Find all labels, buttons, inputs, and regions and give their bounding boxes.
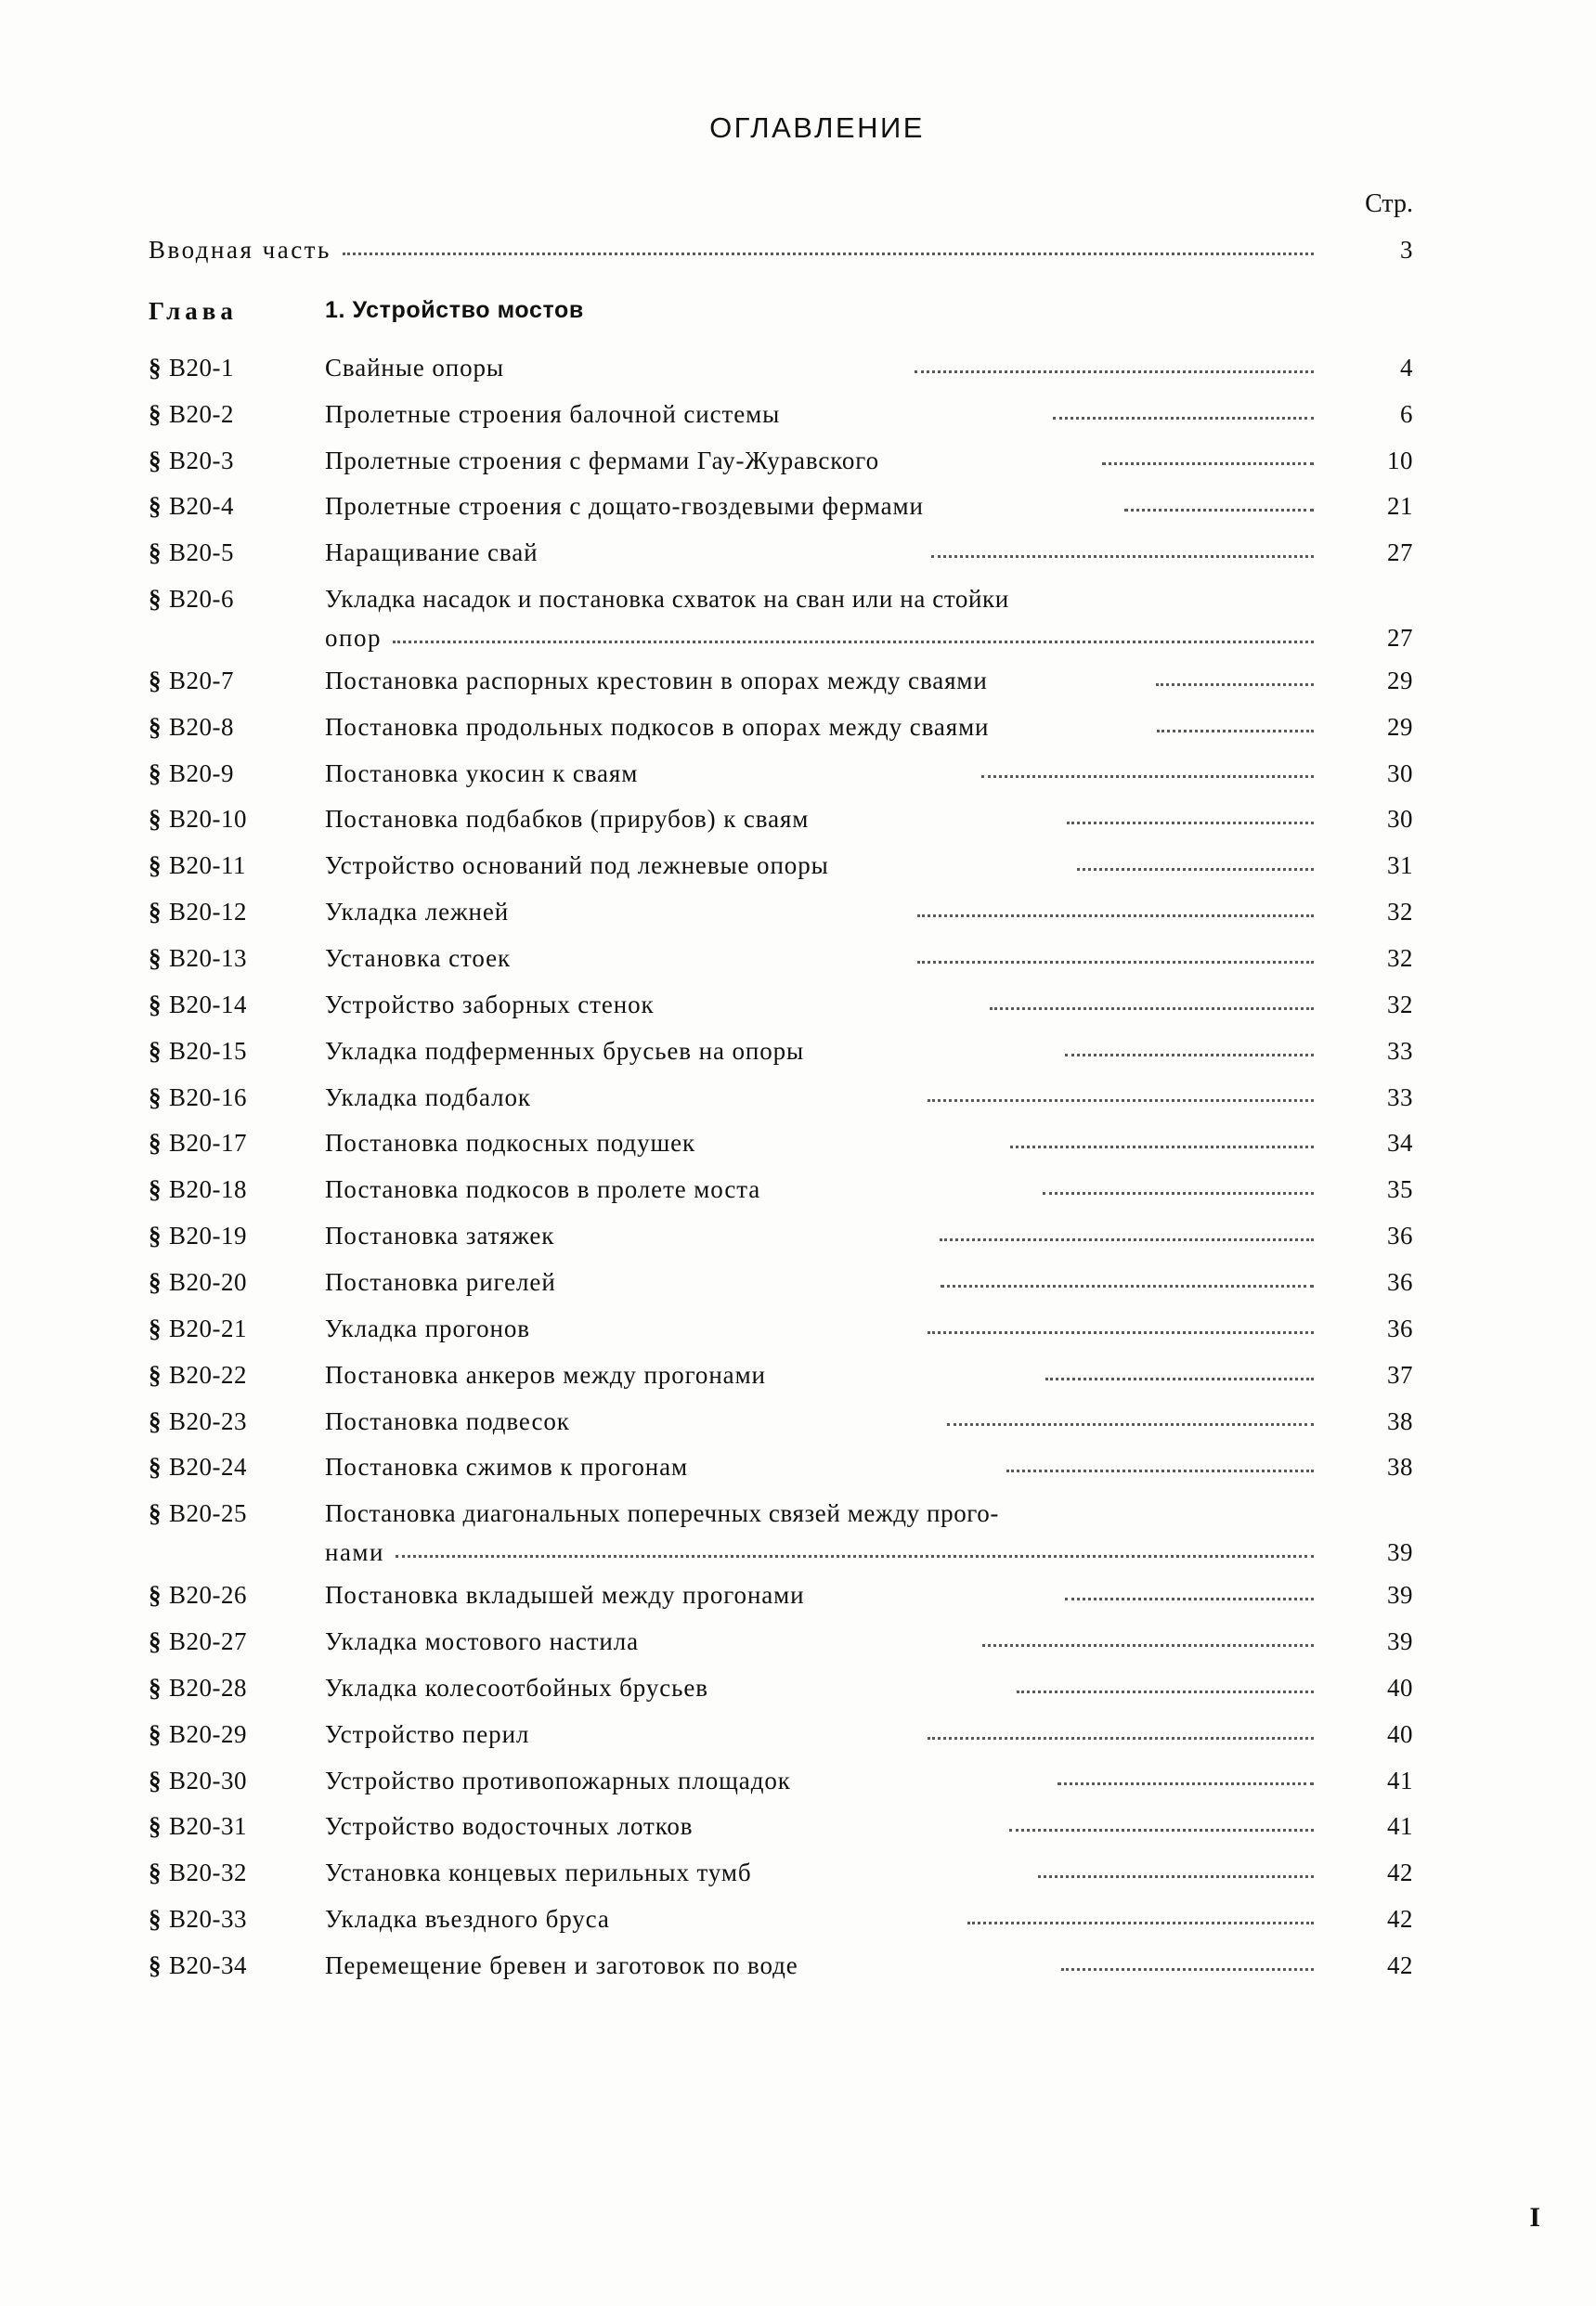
- toc-entry-title: Устройство перил: [325, 1719, 530, 1748]
- toc-entry-page: 42: [1387, 1950, 1413, 1979]
- toc-entry-page: 30: [1387, 805, 1414, 834]
- toc-entry-title: Постановка подвесок: [325, 1406, 570, 1435]
- toc-entry-title: Устройство водосточных лотков: [325, 1812, 694, 1841]
- toc-entry-id: В20-5: [169, 538, 234, 567]
- leader-dots: [1061, 1967, 1314, 1971]
- toc-entry-number: [149, 1268, 325, 1298]
- leader-dots: [917, 960, 1314, 964]
- section-sign: §: [149, 492, 162, 521]
- leader-dots: [1124, 508, 1314, 512]
- toc-entry-id: В20-4: [169, 492, 234, 521]
- toc-entry[interactable]: [149, 538, 1448, 568]
- section-sign: §: [149, 1314, 162, 1342]
- toc-entry-number: [149, 1767, 325, 1796]
- toc-entry[interactable]: [149, 1674, 1448, 1704]
- toc-entry-id: В20-27: [169, 1626, 247, 1655]
- toc-entry-number: [149, 1951, 325, 1981]
- toc-entry[interactable]: [149, 1905, 1448, 1935]
- toc-entry-page: 29: [1387, 712, 1413, 741]
- toc-entry-number: [149, 759, 325, 789]
- section-sign: §: [149, 1082, 162, 1111]
- toc-entry-page: 41: [1387, 1812, 1414, 1841]
- toc-entry-page: 6: [1400, 399, 1414, 428]
- toc-entry-number: [149, 1222, 325, 1251]
- toc-entry-number: [149, 447, 325, 476]
- section-sign: §: [149, 990, 162, 1018]
- toc-entry-title: Укладка мостового настила: [325, 1626, 640, 1655]
- toc-entry-id: В20-13: [169, 944, 247, 973]
- leader-dots: [1010, 1145, 1314, 1148]
- toc-entry[interactable]: [149, 898, 1448, 927]
- section-sign: §: [149, 1626, 162, 1655]
- leader-dots: [1065, 1053, 1314, 1056]
- section-sign: §: [149, 1406, 162, 1435]
- leader-dots: [928, 1736, 1314, 1740]
- toc-entry-number: [149, 805, 325, 835]
- section-sign: §: [149, 1453, 162, 1482]
- toc-entry-id: В20-24: [169, 1453, 247, 1482]
- toc-entry[interactable]: [149, 400, 1448, 430]
- leader-dots: [982, 1643, 1314, 1647]
- toc-entry-number: [149, 1581, 325, 1611]
- toc-entry-intro[interactable]: [149, 236, 1448, 266]
- toc-entry-id: В20-25: [169, 1499, 247, 1528]
- toc-entry-page: 42: [1387, 1859, 1413, 1887]
- toc-entry-number: [149, 585, 325, 615]
- leader-dots: [1067, 821, 1314, 824]
- toc-entry-id: В20-6: [169, 585, 234, 614]
- toc-entry-id: В20-17: [169, 1129, 247, 1158]
- section-sign: §: [149, 1129, 162, 1158]
- toc-entry-number: [149, 400, 325, 430]
- toc-entry-page: 32: [1387, 898, 1413, 926]
- toc-entry-number: [149, 1627, 325, 1657]
- leader-dots: [393, 640, 1314, 643]
- toc-entry-number: [149, 1129, 325, 1159]
- leader-dots: [981, 774, 1314, 778]
- chapter-heading: [149, 297, 1448, 326]
- toc-entry-title: Постановка анкеров между прогонами: [325, 1360, 766, 1389]
- toc-entry-page: 34: [1387, 1129, 1413, 1158]
- toc-entry-page: 33: [1387, 1036, 1414, 1065]
- toc-entry-id: В20-14: [169, 990, 247, 1018]
- toc-entry-list: [149, 354, 1448, 1981]
- leader-dots: [1043, 1191, 1314, 1195]
- section-sign: §: [149, 1950, 162, 1979]
- toc-entry[interactable]: [149, 851, 1448, 881]
- toc-entry-title: Укладка лежней: [325, 898, 510, 926]
- toc-entry-title: Пролетные строения с фермами Гау-Журавского: [325, 446, 880, 474]
- toc-entry[interactable]: [149, 713, 1448, 743]
- leader-dots: [1038, 1874, 1314, 1878]
- toc-entry-id: В20-31: [169, 1812, 247, 1841]
- toc-entry-id: В20-19: [169, 1222, 247, 1250]
- leader-dots: [1102, 461, 1314, 465]
- toc-entry-page: 36: [1387, 1314, 1414, 1342]
- leader-dots: [917, 913, 1314, 917]
- toc-entry[interactable]: [149, 1453, 1448, 1483]
- leader-dots: [1065, 1597, 1314, 1600]
- toc-entry-page: 21: [1387, 492, 1413, 521]
- toc-entry-title: Пролетные строения с дощато-гвоздевыми фермами: [325, 492, 924, 521]
- toc-entry[interactable]: [149, 1083, 1448, 1113]
- toc-entry[interactable]: [149, 944, 1448, 974]
- section-sign: §: [149, 712, 162, 741]
- toc-entry[interactable]: [149, 1407, 1448, 1437]
- toc-entry-page: 3: [1400, 236, 1413, 264]
- toc-entry-number: [149, 1407, 325, 1437]
- leader-dots: [343, 252, 1314, 255]
- toc-entry-number: [149, 1361, 325, 1391]
- section-sign: §: [149, 1719, 162, 1748]
- toc-entry-page: 33: [1387, 1082, 1414, 1111]
- toc-entry[interactable]: [149, 492, 1448, 522]
- toc-entry[interactable]: [149, 1767, 1448, 1796]
- toc-entry[interactable]: [149, 447, 1448, 476]
- section-sign: §: [149, 1360, 162, 1389]
- section-sign: §: [149, 538, 162, 567]
- toc-entry-id: В20-20: [169, 1268, 247, 1297]
- toc-entry-title: Укладка колесоотбойных брусьев: [325, 1673, 708, 1702]
- toc-entry-number: [149, 1674, 325, 1704]
- section-sign: §: [149, 1222, 162, 1250]
- section-sign: §: [149, 944, 162, 973]
- leader-dots: [1045, 1377, 1314, 1380]
- toc-entry-title: Укладка прогонов: [325, 1314, 530, 1342]
- section-sign: §: [149, 805, 162, 834]
- toc-entry-title: Постановка ригелей: [325, 1268, 556, 1297]
- leader-dots: [928, 1098, 1314, 1102]
- toc-entry-page: 30: [1387, 758, 1414, 787]
- leader-dots: [967, 1921, 1314, 1924]
- toc-entry[interactable]: [149, 667, 1448, 696]
- leader-dots: [941, 1284, 1314, 1288]
- toc-entry-page: 4: [1400, 353, 1414, 382]
- toc-entry-title: Постановка продольных подкосов в опорах между сваями: [325, 712, 990, 741]
- section-sign: §: [149, 1673, 162, 1702]
- toc-entry-page: 40: [1387, 1719, 1414, 1748]
- toc-entry-title: Перемещение бревен и заготовок по воде: [325, 1950, 798, 1979]
- toc-entry-title: Устройство заборных стенок: [325, 990, 655, 1018]
- page-footer-mark: I: [1529, 2202, 1540, 2233]
- leader-dots: [947, 1422, 1314, 1426]
- toc-entry-title: Укладка въездного бруса: [325, 1905, 610, 1934]
- section-sign: §: [149, 1036, 162, 1065]
- leader-dots: [396, 1554, 1314, 1558]
- toc-entry[interactable]: [149, 991, 1448, 1020]
- toc-entry-id: В20-23: [169, 1406, 247, 1435]
- toc-entry-title: Постановка затяжек: [325, 1222, 555, 1250]
- toc-entry-number: [149, 354, 325, 383]
- toc-entry[interactable]: [149, 1812, 1448, 1842]
- section-sign: §: [149, 1766, 162, 1794]
- section-sign: §: [149, 1268, 162, 1297]
- toc-entry[interactable]: [149, 1315, 1448, 1344]
- section-sign: §: [149, 399, 162, 428]
- toc-entry-id: В20-3: [169, 446, 234, 474]
- toc-entry[interactable]: [149, 1499, 1448, 1568]
- toc-entry-number: [149, 1812, 325, 1842]
- toc-entry-page: 42: [1387, 1905, 1413, 1934]
- toc-entry-title: Пролетные строения балочной системы: [325, 399, 781, 428]
- chapter-title: 1. Устройство мостов: [325, 296, 584, 323]
- toc-entry-page: 39: [1387, 1538, 1413, 1567]
- toc-entry[interactable]: [149, 1627, 1448, 1657]
- section-sign: §: [149, 1859, 162, 1887]
- toc-entry-number: [149, 538, 325, 568]
- toc-entry-title: Вводная часть: [149, 236, 331, 264]
- toc-entry[interactable]: [149, 1361, 1448, 1391]
- toc-entry-page: 36: [1387, 1222, 1414, 1250]
- toc-entry-page: 32: [1387, 990, 1413, 1018]
- toc-entry-title: Постановка сжимов к прогонам: [325, 1453, 689, 1482]
- leader-dots: [990, 1006, 1314, 1010]
- leader-dots: [1017, 1690, 1314, 1693]
- section-sign: §: [149, 1499, 162, 1528]
- leader-dots: [928, 1330, 1314, 1334]
- toc-entry[interactable]: [149, 1175, 1448, 1205]
- toc-entry-id: В20-34: [169, 1950, 247, 1979]
- toc-entry-title: Укладка насадок и постановка схваток на сван или на стойки: [325, 585, 1009, 614]
- toc-entry-title: Постановка подкосных подушек: [325, 1129, 696, 1158]
- toc-entry-number: [149, 991, 325, 1020]
- toc-entry-title: Постановка подкосов в пролете моста: [325, 1175, 761, 1204]
- toc-entry[interactable]: [149, 1129, 1448, 1159]
- leader-dots: [1077, 867, 1314, 871]
- toc-entry-id: В20-10: [169, 805, 247, 834]
- toc-entry-number: [149, 851, 325, 881]
- toc-entry-id: В20-9: [169, 758, 234, 787]
- toc-entry[interactable]: [149, 1859, 1448, 1888]
- toc-entry-title: Установка стоек: [325, 944, 511, 973]
- section-sign: §: [149, 585, 162, 614]
- toc-entry-title: Постановка распорных крестовин в опорах между сваями: [325, 666, 988, 694]
- page-title: ОГЛАВЛЕНИЕ: [709, 111, 925, 144]
- toc-entry[interactable]: [149, 1037, 1448, 1067]
- toc-entry-id: В20-18: [169, 1175, 247, 1204]
- section-sign: §: [149, 1175, 162, 1204]
- toc-entry-number: [149, 1083, 325, 1113]
- toc-entry-id: В20-1: [169, 353, 234, 382]
- toc-entry-title-continuation: нами: [325, 1538, 384, 1567]
- toc-entry-title: Укладка подферменных брусьев на опоры: [325, 1036, 805, 1065]
- toc-entry-id: В20-28: [169, 1673, 247, 1702]
- toc-entry-page: 32: [1387, 944, 1413, 973]
- toc-entry-page: 38: [1387, 1406, 1414, 1435]
- toc-entry-title: Постановка вкладышей между прогонами: [325, 1581, 805, 1610]
- leader-dots: [1009, 1828, 1314, 1832]
- toc-entry-number: [149, 1315, 325, 1344]
- toc-entry-title: Свайные опоры: [325, 353, 504, 382]
- toc-entry-title: Устройство противопожарных площадок: [325, 1766, 791, 1794]
- toc-entry-title: Постановка диагональных поперечных связей между прого-: [325, 1499, 999, 1528]
- toc-entry[interactable]: [149, 1222, 1448, 1251]
- toc-entry-title: Постановка укосин к сваям: [325, 758, 639, 787]
- toc-entry[interactable]: [149, 805, 1448, 835]
- toc-entry-page: 31: [1387, 851, 1414, 880]
- toc-entry-id: В20-21: [169, 1314, 247, 1342]
- leader-dots: [1157, 729, 1314, 732]
- toc-entry-id: В20-2: [169, 399, 234, 428]
- section-sign: §: [149, 758, 162, 787]
- leader-dots: [940, 1237, 1314, 1241]
- leader-dots: [915, 369, 1314, 373]
- toc-entry-id: В20-12: [169, 898, 247, 926]
- toc-entry-id: В20-26: [169, 1581, 247, 1610]
- toc-entry-number: [149, 944, 325, 974]
- leader-dots: [1156, 682, 1314, 686]
- toc-entry-title: Укладка подбалок: [325, 1082, 531, 1111]
- toc-entry-id: В20-33: [169, 1905, 247, 1934]
- toc-entry-id: В20-16: [169, 1082, 247, 1111]
- toc-entry-number: [149, 898, 325, 927]
- toc-entry-page: 27: [1387, 624, 1413, 653]
- section-sign: §: [149, 1905, 162, 1934]
- section-sign: §: [149, 666, 162, 694]
- toc-entry-number: [149, 1905, 325, 1935]
- toc-entry-id: В20-15: [169, 1036, 247, 1065]
- toc-entry-title: Устройство оснований под лежневые опоры: [325, 851, 829, 880]
- toc-entry-page: 39: [1387, 1626, 1413, 1655]
- toc-entry[interactable]: [149, 354, 1448, 383]
- section-sign: §: [149, 898, 162, 926]
- toc-entry-number: [149, 667, 325, 696]
- toc-entry-page: 37: [1387, 1360, 1413, 1389]
- section-sign: §: [149, 1581, 162, 1610]
- toc-entry-title: Установка концевых перильных тумб: [325, 1859, 752, 1887]
- toc-entry-id: В20-29: [169, 1719, 247, 1748]
- toc-entry[interactable]: [149, 1268, 1448, 1298]
- toc-entry[interactable]: [149, 759, 1448, 789]
- toc-entry-page: 29: [1387, 666, 1413, 694]
- toc-entry-page: 36: [1387, 1268, 1414, 1297]
- chapter-label: Глава: [149, 296, 238, 325]
- toc-entry-id: В20-30: [169, 1766, 247, 1794]
- toc-entry-page: 35: [1387, 1175, 1413, 1204]
- toc-entry-page: 41: [1387, 1766, 1413, 1794]
- toc-entry-title: Постановка подбабков (прирубов) к сваям: [325, 805, 810, 834]
- toc-entry[interactable]: [149, 1720, 1448, 1750]
- toc-entry-id: В20-32: [169, 1859, 247, 1887]
- toc-entry-title-continuation: опор: [325, 624, 382, 653]
- leader-dots: [1006, 1469, 1314, 1472]
- toc-content: [149, 111, 1448, 1998]
- toc-entry-page: 40: [1387, 1673, 1414, 1702]
- toc-entry-page: 27: [1387, 538, 1413, 567]
- toc-entry-id: В20-7: [169, 666, 234, 694]
- toc-entry[interactable]: [149, 1951, 1448, 1981]
- toc-entry-number: [149, 713, 325, 743]
- toc-entry-id: В20-22: [169, 1360, 247, 1389]
- toc-entry[interactable]: [149, 1581, 1448, 1611]
- toc-entry-title: Наращивание свай: [325, 538, 538, 567]
- toc-entry-number: [149, 1037, 325, 1067]
- section-sign: §: [149, 353, 162, 382]
- toc-entry-page: 39: [1387, 1581, 1414, 1610]
- toc-entry-page: 10: [1387, 446, 1414, 474]
- toc-entry-number: [149, 492, 325, 522]
- toc-entry[interactable]: [149, 585, 1448, 654]
- toc-entry-id: В20-8: [169, 712, 234, 741]
- leader-dots: [931, 554, 1314, 558]
- toc-entry-number: [149, 1859, 325, 1888]
- section-sign: §: [149, 851, 162, 880]
- toc-entry-number: [149, 1499, 325, 1529]
- page-column-header: Стр.: [1365, 189, 1413, 218]
- section-sign: §: [149, 446, 162, 474]
- toc-entry-number: [149, 1453, 325, 1483]
- section-sign: §: [149, 1812, 162, 1841]
- leader-dots: [1053, 416, 1314, 420]
- leader-dots: [1058, 1781, 1314, 1785]
- toc-entry-number: [149, 1175, 325, 1205]
- toc-entry-number: [149, 1720, 325, 1750]
- toc-entry-id: В20-11: [169, 851, 246, 880]
- toc-entry-page: 38: [1387, 1453, 1413, 1482]
